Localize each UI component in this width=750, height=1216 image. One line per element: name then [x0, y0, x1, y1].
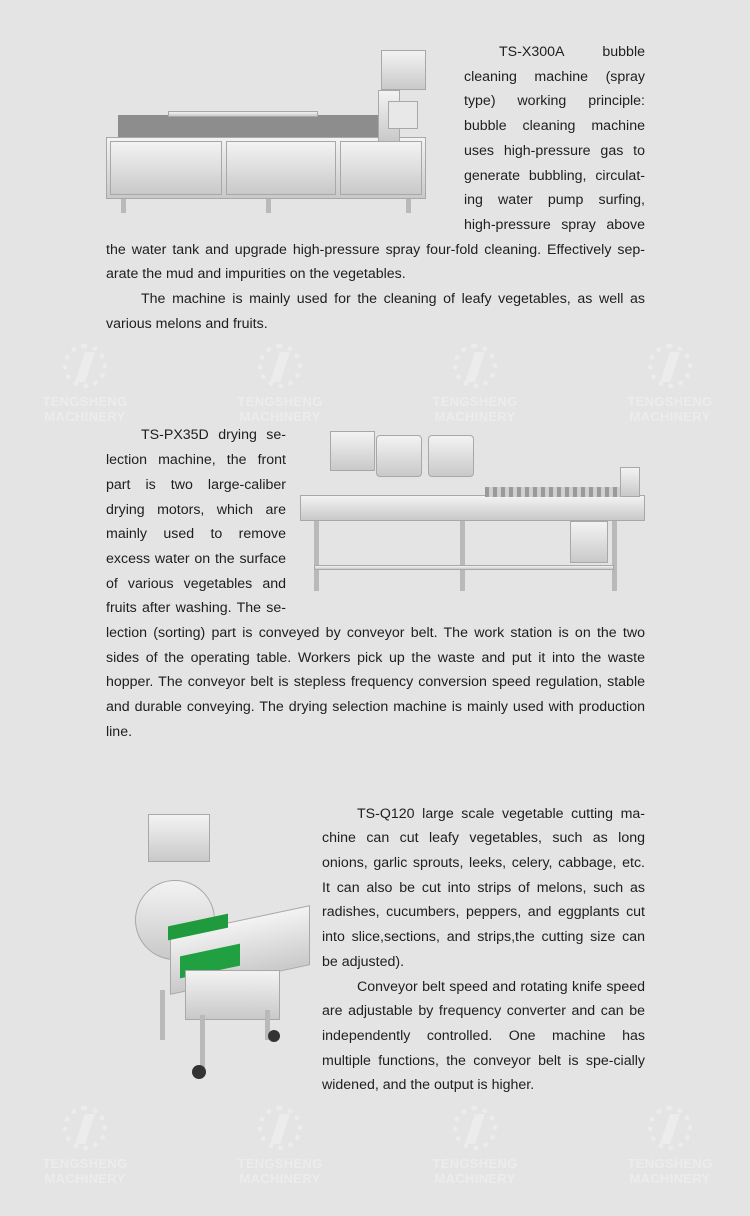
watermark [595, 1106, 745, 1186]
watermark-logo-icon [453, 344, 497, 388]
product-section-vegetable-cutter [106, 802, 645, 1098]
watermark-logo-icon [63, 1106, 107, 1150]
watermark-text: TENGSHENG MACHINERY [627, 1156, 713, 1187]
watermark-logo-icon [63, 344, 107, 388]
product-section-bubble-cleaner [106, 40, 645, 336]
watermark-logo-icon [258, 344, 302, 388]
watermark [205, 1106, 355, 1186]
watermark-text: TENGSHENG MACHINERY [237, 394, 323, 425]
vegetable-cutter-features: Conveyor belt speed and rotating knife speed are adjustable by frequency converter and can be independently controlled. One machine has multiple functions, the conveyor belt is spe-cially widened, and the output is higher. [322, 978, 645, 1094]
bubble-cleaning-machine-image [106, 45, 426, 223]
watermark [400, 1106, 550, 1186]
vegetable-cutter-description: TS-Q120 large scale vegetable cutting ma-chine can cut leafy vegetables, such as long onions, garlic sprouts, leeks, celery, cabbage, etc. It can also be cut into strips of melons, such as radishes, cucumbers, peppers, and eggplants cut into slice,sections, and strips,the cutting size can be adjusted). [322, 805, 645, 970]
watermark-row [0, 336, 750, 423]
watermark-logo-icon [258, 1106, 302, 1150]
watermark-logo-icon [453, 1106, 497, 1150]
watermark-text: TENGSHENG MACHINERY [627, 394, 713, 425]
watermark-logo-icon [648, 1106, 692, 1150]
watermark-text: TENGSHENG MACHINERY [42, 394, 128, 425]
watermark-logo-icon [648, 344, 692, 388]
watermark-text: TENGSHENG MACHINERY [42, 1156, 128, 1187]
watermark [400, 344, 550, 424]
bubble-cleaner-description: TS-X300A bubble cleaning machine (spray type) working principle: bubble cleaning machine uses high-pressure gas to generate bubbling, circulat-ing water pump surfing, high-pressure spray above the water tank and upgrade high-pressure spray four-fold cleaning. Effectively sep-arate the mud and impurities on the vegetables. [106, 44, 645, 283]
watermark-row [0, 1098, 750, 1208]
watermark-text: TENGSHENG MACHINERY [432, 1156, 518, 1187]
bubble-cleaner-usage: The machine is mainly used for the cleaning of leafy vegetables, as well as various melons and fruits. [106, 291, 645, 332]
watermark [10, 344, 160, 424]
drying-selection-description: TS-PX35D drying se-lection machine, the front part is two large-caliber drying motors, which are mainly used to remove excess water on the surface of various vegetables and fruits after washing. The se-lection (sorting) part is conveyed by conveyor belt. The work station is on the two sides of the operating table. Workers pick up the waste and put it into the waste hopper. The conveyor belt is stepless frequency conversion speed regulation, stable and durable conveying. The drying selection machine is mainly used with production line. [106, 427, 645, 740]
product-section-drying-selection [106, 423, 645, 744]
watermark-text: TENGSHENG MACHINERY [432, 394, 518, 425]
watermark [205, 344, 355, 424]
drying-selection-machine-image [300, 429, 645, 601]
vegetable-cutting-machine-image [130, 810, 315, 1090]
watermark-text: TENGSHENG MACHINERY [237, 1156, 323, 1187]
watermark [595, 344, 745, 424]
watermark [10, 1106, 160, 1186]
section-spacer [0, 745, 750, 802]
